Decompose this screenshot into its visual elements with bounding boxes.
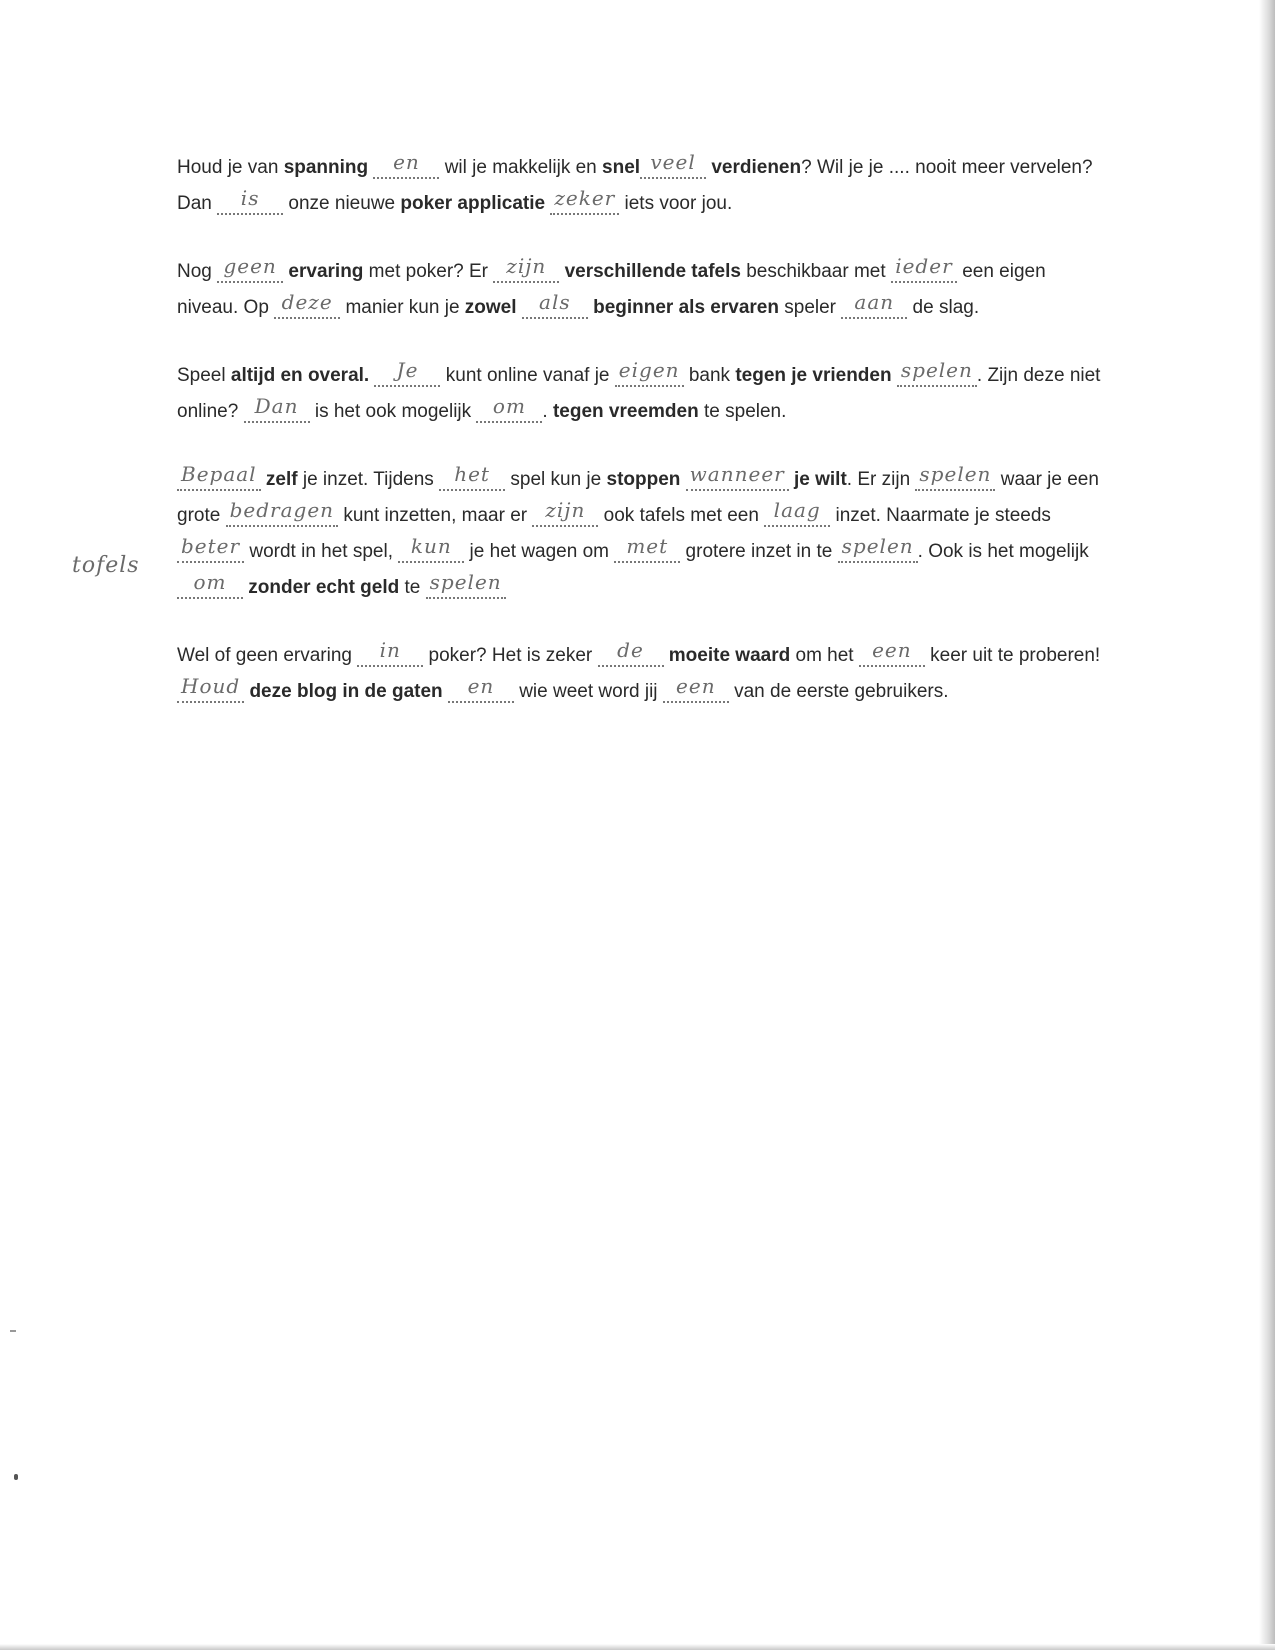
answer-blank[interactable]: [550, 186, 619, 215]
scan-mark: [10, 1330, 16, 1332]
answer-blank[interactable]: [448, 674, 514, 703]
handwritten-answer: bedragen: [229, 498, 335, 522]
printed-text: de slag.: [907, 297, 980, 318]
answer-blank[interactable]: [522, 290, 588, 319]
bold-text: tegen je vrienden: [735, 365, 892, 386]
page-bottom-edge: [0, 1644, 1275, 1650]
answer-blank[interactable]: [859, 638, 925, 667]
answer-blank[interactable]: [274, 290, 340, 319]
answer-blank[interactable]: [357, 638, 423, 667]
printed-text: keer uit te proberen!: [924, 645, 1101, 666]
printed-text: onze nieuwe: [283, 193, 401, 214]
printed-text: manier kun je: [340, 297, 465, 318]
handwritten-margin-note: tofels: [72, 553, 140, 578]
answer-blank[interactable]: [244, 394, 310, 423]
printed-text: Nog: [177, 261, 218, 282]
handwritten-answer: zeker: [554, 186, 616, 210]
handwritten-answer: Houd: [181, 674, 241, 698]
handwritten-answer: als: [539, 290, 571, 314]
printed-text: poker? Het is zeker: [423, 645, 598, 666]
answer-blank[interactable]: [841, 290, 907, 319]
printed-text: je het wagen om: [464, 541, 615, 562]
handwritten-answer: spelen: [900, 358, 973, 382]
handwritten-answer: de: [617, 638, 644, 662]
answer-blank[interactable]: [426, 570, 506, 599]
answer-blank[interactable]: [217, 186, 283, 215]
bold-text: je wilt: [794, 469, 847, 490]
handwritten-answer: kun: [410, 534, 452, 558]
printed-text: . Ook is het mogelijk: [917, 541, 1089, 562]
bold-text: altijd en overal.: [230, 365, 370, 386]
printed-text: . Er zijn: [846, 469, 916, 490]
printed-text: wie weet word jij: [513, 681, 663, 702]
answer-blank[interactable]: [373, 150, 439, 179]
answer-blank[interactable]: [398, 534, 464, 563]
bold-text: beginner als ervaren: [593, 297, 779, 318]
answer-blank[interactable]: [374, 358, 440, 387]
handwritten-answer: zijn: [506, 254, 547, 278]
printed-text: om het: [790, 645, 859, 666]
handwritten-answer: aan: [854, 290, 895, 314]
printed-text: wordt in het spel,: [244, 541, 399, 562]
printed-text: .: [542, 401, 553, 422]
handwritten-answer: beter: [181, 534, 241, 558]
answer-blank[interactable]: [476, 394, 542, 423]
handwritten-answer: om: [492, 394, 526, 418]
answer-blank[interactable]: [177, 462, 261, 491]
handwritten-answer: Je: [396, 358, 419, 382]
handwritten-answer: spelen: [429, 570, 502, 594]
printed-text: is het ook mogelijk: [309, 401, 477, 422]
handwritten-answer: veel: [650, 150, 696, 174]
answer-blank[interactable]: [897, 358, 977, 387]
paragraph-3: [177, 358, 1107, 430]
handwritten-answer: en: [393, 150, 420, 174]
printed-text: te spelen.: [698, 401, 787, 422]
handwritten-answer: en: [467, 674, 495, 698]
answer-blank[interactable]: [532, 498, 598, 527]
printed-text: wil je makkelijk en: [439, 157, 603, 178]
handwritten-answer: het: [454, 462, 490, 486]
handwritten-answer: spelen: [841, 534, 914, 558]
handwritten-answer: in: [379, 638, 401, 662]
handwritten-answer: wanneer: [689, 462, 785, 486]
handwritten-answer: spelen: [919, 462, 992, 486]
page-edge-shadow: [1259, 0, 1275, 1650]
bold-text: deze blog in de gaten: [249, 681, 443, 702]
answer-blank[interactable]: [598, 638, 664, 667]
answer-blank[interactable]: [915, 462, 995, 491]
bold-text: verdienen: [711, 157, 802, 178]
printed-text: iets voor jou.: [619, 193, 733, 214]
paragraph-1: [177, 150, 1107, 222]
bold-text: zelf: [265, 469, 298, 490]
printed-text: een eigen niveau. Op: [177, 261, 1046, 318]
printed-text: met poker? Er: [363, 261, 494, 282]
answer-blank[interactable]: [764, 498, 830, 527]
handwritten-answer: Bepaal: [181, 462, 257, 486]
handwritten-answer: een: [676, 674, 716, 698]
printed-text: te: [399, 577, 426, 598]
paragraph-4: [177, 462, 1107, 606]
bold-text: verschillende tafels: [564, 261, 741, 282]
printed-text: grotere inzet in te: [680, 541, 838, 562]
handwritten-answer: een: [872, 638, 912, 662]
bold-text: tegen vreemden: [552, 401, 699, 422]
printed-text: van de eerste gebruikers.: [728, 681, 949, 702]
paragraph-5: [177, 638, 1107, 710]
answer-blank[interactable]: [177, 674, 244, 703]
answer-blank[interactable]: [226, 498, 338, 527]
answer-blank[interactable]: [838, 534, 918, 563]
bold-text: poker applicatie: [400, 193, 546, 214]
handwritten-answer: deze: [281, 290, 333, 314]
paragraph-2: [177, 254, 1107, 326]
answer-blank[interactable]: [663, 674, 729, 703]
scan-speck: [14, 1474, 18, 1480]
handwritten-answer: om: [193, 570, 227, 594]
bold-text: ervaring: [288, 261, 364, 282]
worksheet-body: [177, 150, 1107, 742]
bold-text: spanning: [283, 157, 369, 178]
bold-text: moeite waard: [668, 645, 791, 666]
answer-blank[interactable]: [640, 150, 706, 179]
handwritten-answer: met: [626, 534, 669, 558]
printed-text: Houd je van: [177, 157, 284, 178]
bold-text: stoppen: [606, 469, 681, 490]
answer-blank[interactable]: [177, 570, 243, 599]
answer-blank[interactable]: [439, 462, 505, 491]
answer-blank[interactable]: [891, 254, 957, 283]
printed-text: Speel: [177, 365, 231, 386]
printed-text: speler: [778, 297, 842, 318]
bold-text: zonder echt geld: [248, 577, 400, 598]
printed-text: bank: [683, 365, 736, 386]
printed-text: inzet. Naarmate je steeds: [830, 505, 1051, 526]
bold-text: snel: [602, 157, 641, 178]
printed-text: kunt inzetten, maar er: [338, 505, 533, 526]
handwritten-answer: is: [240, 186, 260, 210]
handwritten-answer: eigen: [618, 358, 680, 382]
printed-text: ? Wil je je .... nooit meer vervelen? Dan: [177, 157, 1093, 214]
handwritten-answer: geen: [223, 254, 277, 278]
handwritten-answer: zijn: [545, 498, 586, 522]
printed-text: ook tafels met een: [598, 505, 765, 526]
answer-blank[interactable]: [614, 534, 680, 563]
printed-text: je inzet. Tijdens: [297, 469, 440, 490]
answer-blank[interactable]: [217, 254, 283, 283]
printed-text: . Zijn deze niet online?: [177, 365, 1101, 422]
handwritten-answer: Dan: [254, 394, 299, 418]
printed-text: kunt online vanaf je: [440, 365, 615, 386]
answer-blank[interactable]: [686, 462, 789, 491]
answer-blank[interactable]: [615, 358, 684, 387]
handwritten-answer: ieder: [895, 254, 953, 278]
printed-text: Wel of geen ervaring: [177, 645, 358, 666]
printed-text: beschikbaar met: [740, 261, 891, 282]
answer-blank[interactable]: [493, 254, 559, 283]
bold-text: zowel: [464, 297, 517, 318]
handwritten-answer: laag: [773, 498, 821, 522]
printed-text: spel kun je: [505, 469, 607, 490]
printed-text: waar je een grote: [177, 469, 1099, 526]
answer-blank[interactable]: [177, 534, 244, 563]
